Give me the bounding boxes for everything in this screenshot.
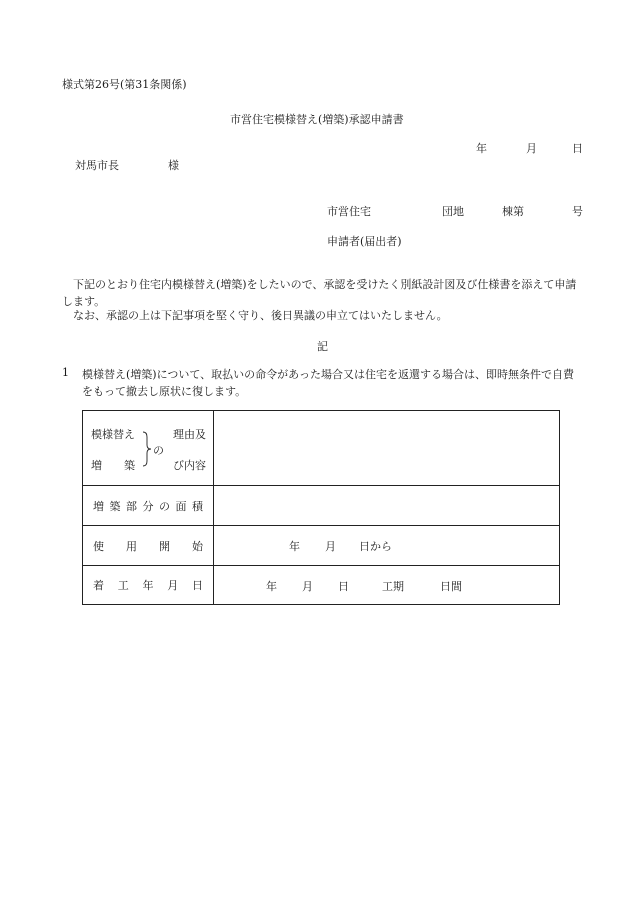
construction-kouki: 工期 (382, 580, 404, 593)
danchi-label: 団地 (442, 205, 464, 218)
area-char: 分 (142, 499, 154, 513)
brace-icon (142, 431, 152, 467)
start-char: 使 (93, 539, 104, 553)
date-month: 月 (526, 142, 537, 155)
ki-heading: 記 (317, 340, 328, 353)
area-value-cell[interactable] (214, 486, 560, 526)
reason-label-cell (83, 411, 214, 486)
gou-label: 号 (572, 205, 583, 218)
page-title: 市営住宅模様替え(増築)承認申請書 (230, 113, 404, 126)
table-row (83, 566, 560, 605)
start-from: 日から (359, 540, 392, 553)
date-day: 日 (572, 142, 583, 155)
form-number: 様式第26号(第31条関係) (62, 78, 187, 91)
construction-value-cell[interactable] (214, 566, 560, 605)
start-value-cell[interactable] (214, 526, 560, 566)
construction-month: 月 (302, 580, 313, 593)
reason-value-cell[interactable] (214, 411, 560, 486)
label-no: の (153, 444, 164, 457)
construction-year: 年 (266, 580, 277, 593)
body-paragraph-1: 下記のとおり住宅内模様替え(増築)をしたいので、承認を受けたく別紙設計図及び仕様書を添えて申請します。 (62, 278, 577, 308)
tou-label: 棟第 (502, 205, 524, 218)
area-char: 部 (126, 499, 137, 513)
area-label-cell (83, 486, 214, 526)
area-char: 積 (192, 499, 203, 513)
construction-char: 月 (167, 579, 179, 592)
construction-char: 着 (93, 579, 104, 592)
area-char: 面 (175, 499, 187, 513)
area-char: 増 (93, 499, 104, 513)
application-table (82, 410, 560, 605)
housing-label: 市営住宅 (327, 205, 371, 218)
date-year: 年 (476, 142, 487, 155)
start-char: 用 (126, 539, 137, 553)
label-moyougae: 模様替え (91, 428, 135, 441)
addressee-honorific: 様 (168, 159, 179, 172)
start-char: 始 (192, 539, 203, 553)
start-label-cell (83, 526, 214, 566)
item-1-text: 模様替え(増築)について、取払いの命令があった場合又は住宅を返還する場合は、即時無条件で自費をもって撤去し原状に復します。 (82, 368, 575, 398)
construction-char: 年 (142, 579, 154, 592)
construction-char: 日 (192, 579, 203, 592)
construction-label-cell (83, 566, 214, 605)
body-paragraph-2: なお、承認の上は下記事項を堅く守り、後日異議の申立てはいたしません。 (73, 309, 448, 322)
label-naiyou: び内容 (173, 459, 206, 472)
construction-day: 日 (338, 580, 349, 593)
label-riyuu: 理由及 (173, 428, 206, 441)
start-month: 月 (325, 540, 336, 553)
addressee-name: 対馬市長 (75, 159, 119, 172)
start-char: 開 (159, 539, 170, 553)
table-row (83, 526, 560, 566)
area-char: 築 (109, 499, 121, 513)
applicant-label: 申請者(届出者) (327, 235, 402, 248)
start-year: 年 (289, 540, 300, 553)
table-row (83, 411, 560, 486)
item-1-number: 1 (62, 366, 69, 379)
label-zouchiku: 増 築 (91, 459, 135, 472)
area-char: の (159, 499, 170, 513)
table-row (83, 486, 560, 526)
construction-char: 工 (117, 579, 129, 592)
construction-days: 日間 (440, 580, 462, 593)
